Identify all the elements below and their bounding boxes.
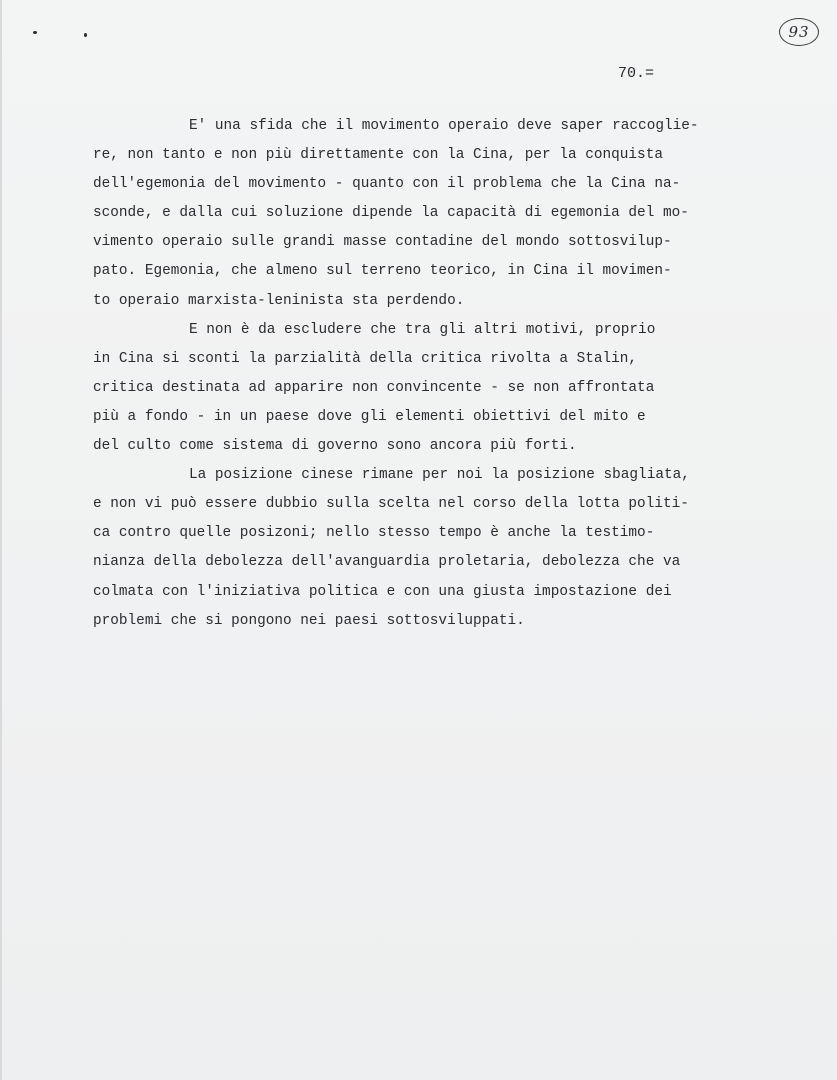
- text-line: re, non tanto e non più direttamente con la Cina, per la conquista: [93, 147, 663, 164]
- text-line: del culto come sistema di governo sono ancora più forti.: [93, 438, 577, 455]
- archive-number-stamp: 93: [779, 18, 819, 46]
- text-line: E' una sfida che il movimento operaio deve saper raccoglie-: [189, 118, 699, 134]
- page-number: 70.=: [618, 65, 655, 82]
- text-line: più a fondo - in un paese dove gli elementi obiettivi del mito e: [93, 408, 646, 425]
- text-line: ca contro quelle posizoni; nello stesso tempo è anche la testimo-: [93, 525, 655, 542]
- text-line: problemi che si pongono nei paesi sottosviluppati.: [93, 612, 525, 629]
- text-line: nianza della debolezza dell'avanguardia proletaria, debolezza che va: [93, 554, 681, 571]
- text-line: E non è da escludere che tra gli altri motivi, proprio: [189, 321, 656, 338]
- ink-speck: [84, 33, 87, 37]
- text-line: e non vi può essere dubbio sulla scelta nel corso della lotta politi-: [93, 496, 689, 513]
- typed-body-text: [93, 112, 783, 636]
- text-line: critica destinata ad apparire non convincente - se non affrontata: [93, 379, 655, 396]
- text-line: dell'egemonia del movimento - quanto con il problema che la Cina na-: [93, 176, 681, 193]
- text-line: pato. Egemonia, che almeno sul terreno teorico, in Cina il movimen-: [93, 263, 672, 280]
- text-line: colmata con l'iniziativa politica e con una giusta impostazione dei: [93, 583, 672, 600]
- ink-speck: [33, 31, 37, 34]
- text-line: vimento operaio sulle grandi masse contadine del mondo sottosvilup-: [93, 234, 672, 251]
- text-line: in Cina si sconti la parzialità della critica rivolta a Stalin,: [93, 350, 638, 367]
- text-line: La posizione cinese rimane per noi la posizione sbagliata,: [189, 467, 690, 484]
- text-line: to operaio marxista-leninista sta perdendo.: [93, 292, 465, 309]
- text-line: sconde, e dalla cui soluzione dipende la capacità di egemonia del mo-: [93, 205, 689, 222]
